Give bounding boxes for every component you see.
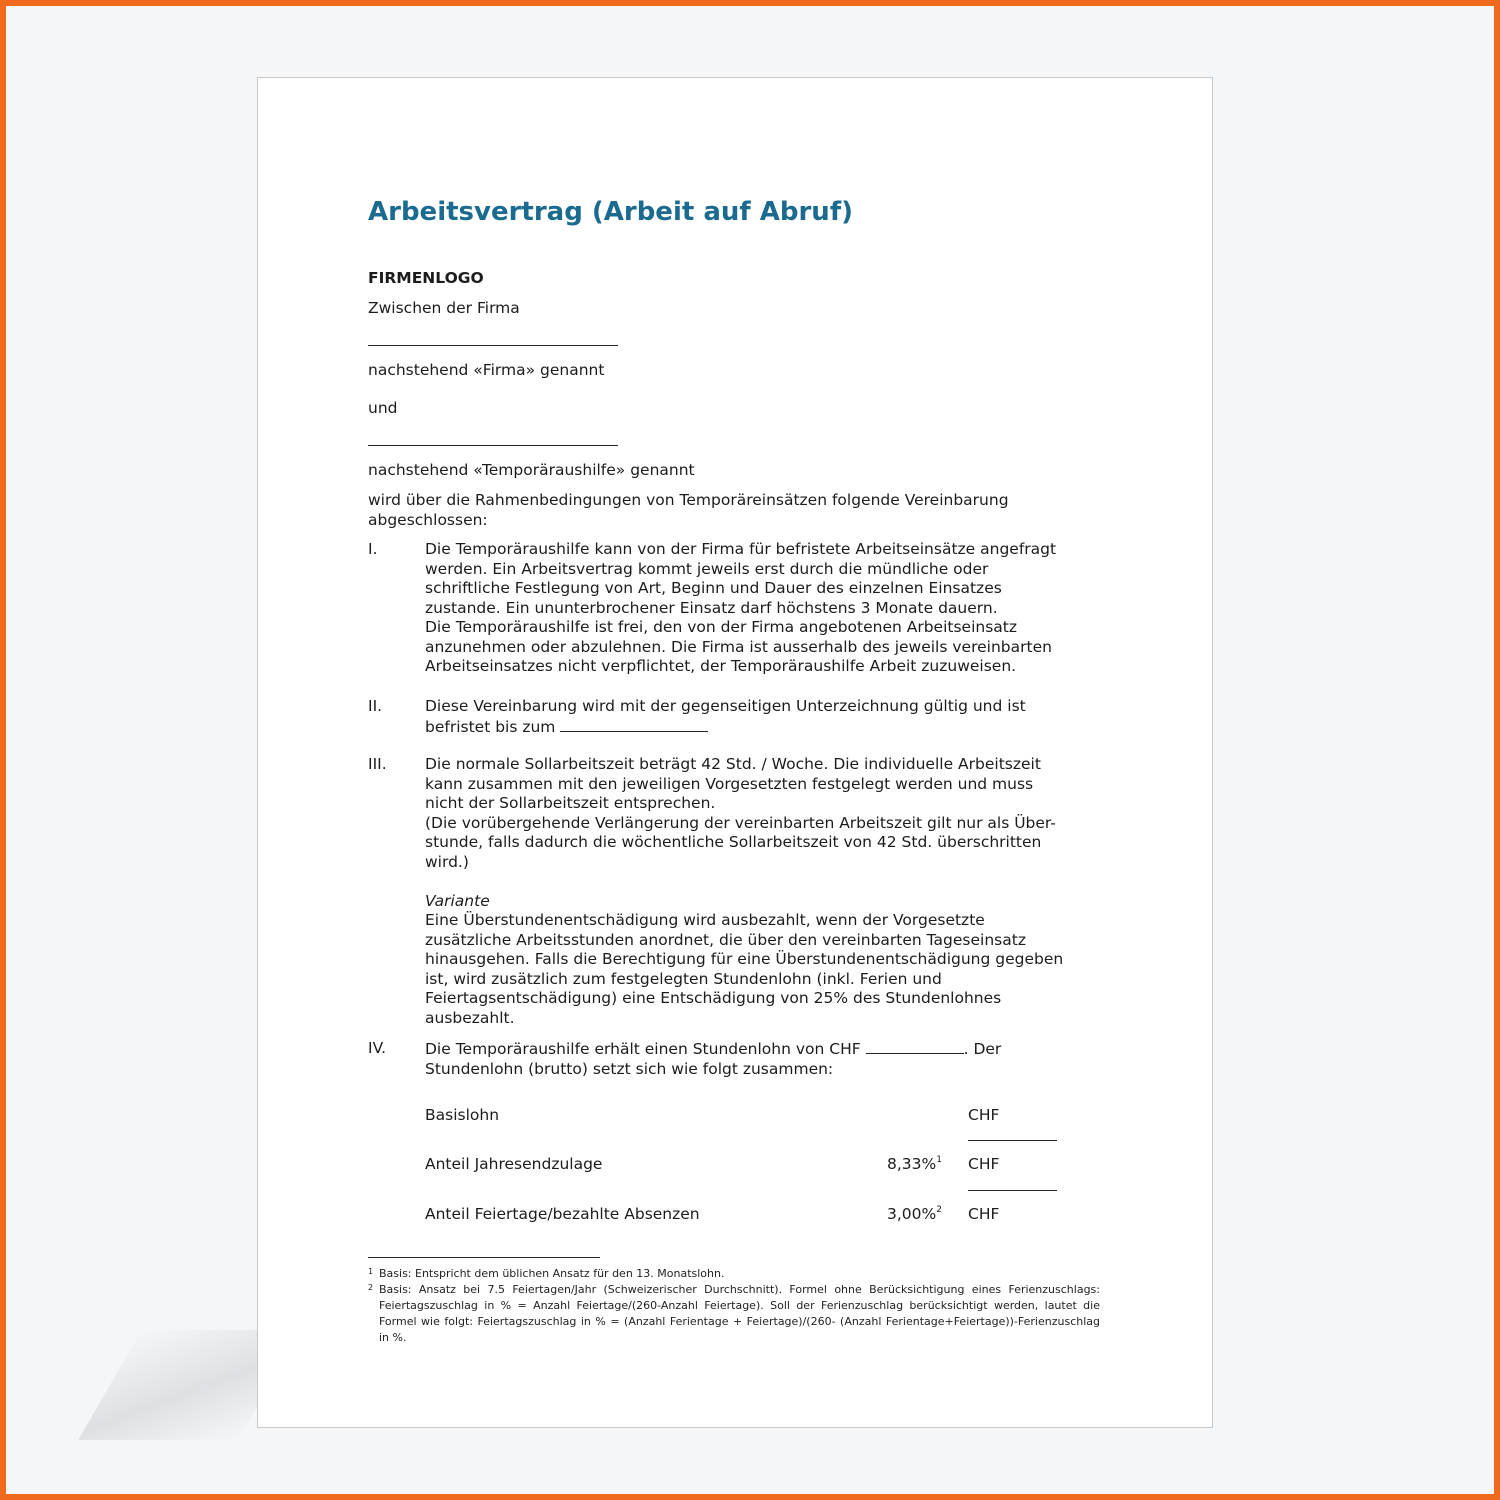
section-body: [425, 1039, 1090, 1079]
section-line: (Die vorübergehende Verlängerung der vereinbarten Arbeitszeit gilt nur als Über-: [425, 813, 1056, 832]
percent-value: 3,00%: [887, 1205, 937, 1223]
section-line: kann zusammen mit den jeweiligen Vorgesetzten festgelegt werden und muss: [425, 774, 1034, 793]
section-line: werden. Ein Arbeitsvertrag kommt jeweils erst durch die mündliche oder: [425, 559, 989, 578]
section-body: [425, 755, 1090, 1028]
lohn-row-basislohn: [425, 1106, 1065, 1126]
spacer: [425, 872, 1090, 892]
footnote-separator: [368, 1257, 600, 1258]
stundenlohn-text: Die Temporäraushilfe erhält einen Stundenlohn von CHF: [425, 1040, 861, 1058]
variant-line: ausbezahlt.: [425, 1008, 515, 1027]
variant-line: hinausgehen. Falls die Berechtigung für eine Überstundenentschädigung gegeben: [425, 950, 1064, 968]
lohn-label: Basislohn: [425, 1106, 500, 1124]
variant-line: Eine Überstundenentschädigung wird ausbezahlt, wenn der Vorgesetzte: [425, 911, 985, 929]
section-line: [425, 1039, 1090, 1060]
footnote-text: Basis: Ansatz bei 7.5 Feiertagen/Jahr (Schweizerischer Durchschnitt). Formel ohne Berücksichtigung eines Ferienzuschlags: Feiertagszuschlag in % = Anzahl Feiertage/(260-Anzahl Feiertage). Soll der Ferienzuschlag berücksichtigt werden, lautet die Formel wie folgt: Feiertagszuschlag in % = (Anzahl Ferientage + Feiertage)/(260- (Anzahl Ferientage+Feiertage))-Ferienzuschlag in %.: [379, 1283, 1100, 1344]
lohn-currency: CHF: [968, 1205, 1000, 1223]
section-number: III.: [368, 755, 387, 773]
befristet-label: befristet bis zum: [425, 717, 556, 736]
section-line: Diese Vereinbarung wird mit der gegenseitigen Unterzeichnung gültig und ist: [425, 697, 1026, 715]
footnote-mark: 1: [368, 1267, 374, 1276]
lohn-amount-blank: [968, 1140, 1057, 1141]
section-line: zustande. Ein ununterbrochener Einsatz darf höchstens 3 Monate dauern.: [425, 598, 998, 617]
footnote-mark: 2: [368, 1283, 374, 1292]
footnote-1: [368, 1266, 1100, 1282]
aushilfe-name-blank: [368, 445, 618, 446]
section-body: [425, 540, 1090, 677]
footnotes: [368, 1266, 1100, 1346]
intro-firma-genannt: nachstehend «Firma» genannt: [368, 361, 605, 379]
lohn-amount-blank: [968, 1190, 1057, 1191]
lohn-currency: CHF: [968, 1106, 1000, 1124]
lohn-percent: [887, 1205, 942, 1225]
percent-value: 8,33%: [887, 1155, 937, 1173]
section-line: Die Temporäraushilfe kann von der Firma für befristete Arbeitseinsätze angefragt: [425, 540, 1057, 558]
lohn-percent: [887, 1155, 942, 1175]
lohn-label: Anteil Feiertage/bezahlte Absenzen: [425, 1205, 700, 1223]
footnote-ref: 1: [936, 1155, 942, 1165]
section-number: IV.: [368, 1039, 387, 1057]
stundenlohn-text-after: . Der: [963, 1040, 1002, 1058]
footnote-ref: 2: [936, 1205, 942, 1215]
document-page: [257, 77, 1213, 1428]
section-line: schriftliche Festlegung von Art, Beginn und Dauer des einzelnen Einsatzes: [425, 579, 1002, 597]
lohn-row-jahresendzulage: [425, 1155, 1065, 1175]
variant-label: Variante: [425, 891, 490, 910]
intro-vereinbarung-line2: abgeschlossen:: [368, 511, 488, 529]
intro-vereinbarung-line1: wird über die Rahmenbedingungen von Temporäreinsätzen folgende Vereinbarung: [368, 491, 1009, 509]
befristet-date-blank: [560, 717, 708, 732]
footnote-text: Basis: Entspricht dem üblichen Ansatz für den 13. Monatslohn.: [379, 1267, 725, 1280]
section-body: [425, 697, 1090, 737]
section-line: Arbeitseinsatzes nicht verpflichtet, der Temporäraushilfe Arbeit zuzuweisen.: [425, 657, 1017, 675]
variant-line: zusätzliche Arbeitsstunden anordnet, die über den vereinbarten Tageseinsatz: [425, 930, 1026, 949]
lohn-row-feiertage: [425, 1205, 1065, 1225]
section-line: stunde, falls dadurch die wöchentliche Sollarbeitszeit von 42 Std. überschritten: [425, 833, 1042, 851]
intro-und: und: [368, 399, 398, 417]
variant-line: ist, wird zusätzlich zum festgelegten Stundenlohn (inkl. Ferien und: [425, 969, 942, 988]
lohn-label: Anteil Jahresendzulage: [425, 1155, 603, 1173]
variant-line: Feiertagsentschädigung) eine Entschädigung von 25% des Stundenlohnes: [425, 989, 1002, 1007]
logo-placeholder: FIRMENLOGO: [368, 269, 484, 287]
section-line: Die normale Sollarbeitszeit beträgt 42 Std. / Woche. Die individuelle Arbeitszeit: [425, 755, 1041, 773]
section-line: Die Temporäraushilfe ist frei, den von der Firma angebotenen Arbeitseinsatz: [425, 618, 1017, 636]
section-number: II.: [368, 697, 383, 715]
firma-name-blank: [368, 345, 618, 346]
lohn-currency: CHF: [968, 1155, 1000, 1173]
intro-zwischen: Zwischen der Firma: [368, 299, 520, 317]
stundenlohn-blank: [866, 1039, 964, 1054]
section-line: anzunehmen oder abzulehnen. Die Firma ist ausserhalb des jeweils vereinbarten: [425, 637, 1052, 656]
section-line: Stundenlohn (brutto) setzt sich wie folgt zusammen:: [425, 1059, 834, 1078]
section-line: wird.): [425, 852, 469, 871]
section-line: nicht der Sollarbeitszeit entsprechen.: [425, 794, 716, 812]
section-line: [425, 717, 1090, 738]
document-title: Arbeitsvertrag (Arbeit auf Abruf): [368, 197, 854, 227]
section-number: I.: [368, 540, 378, 558]
footnote-2: [368, 1282, 1100, 1346]
intro-aushilfe-genannt: nachstehend «Temporäraushilfe» genannt: [368, 461, 695, 479]
